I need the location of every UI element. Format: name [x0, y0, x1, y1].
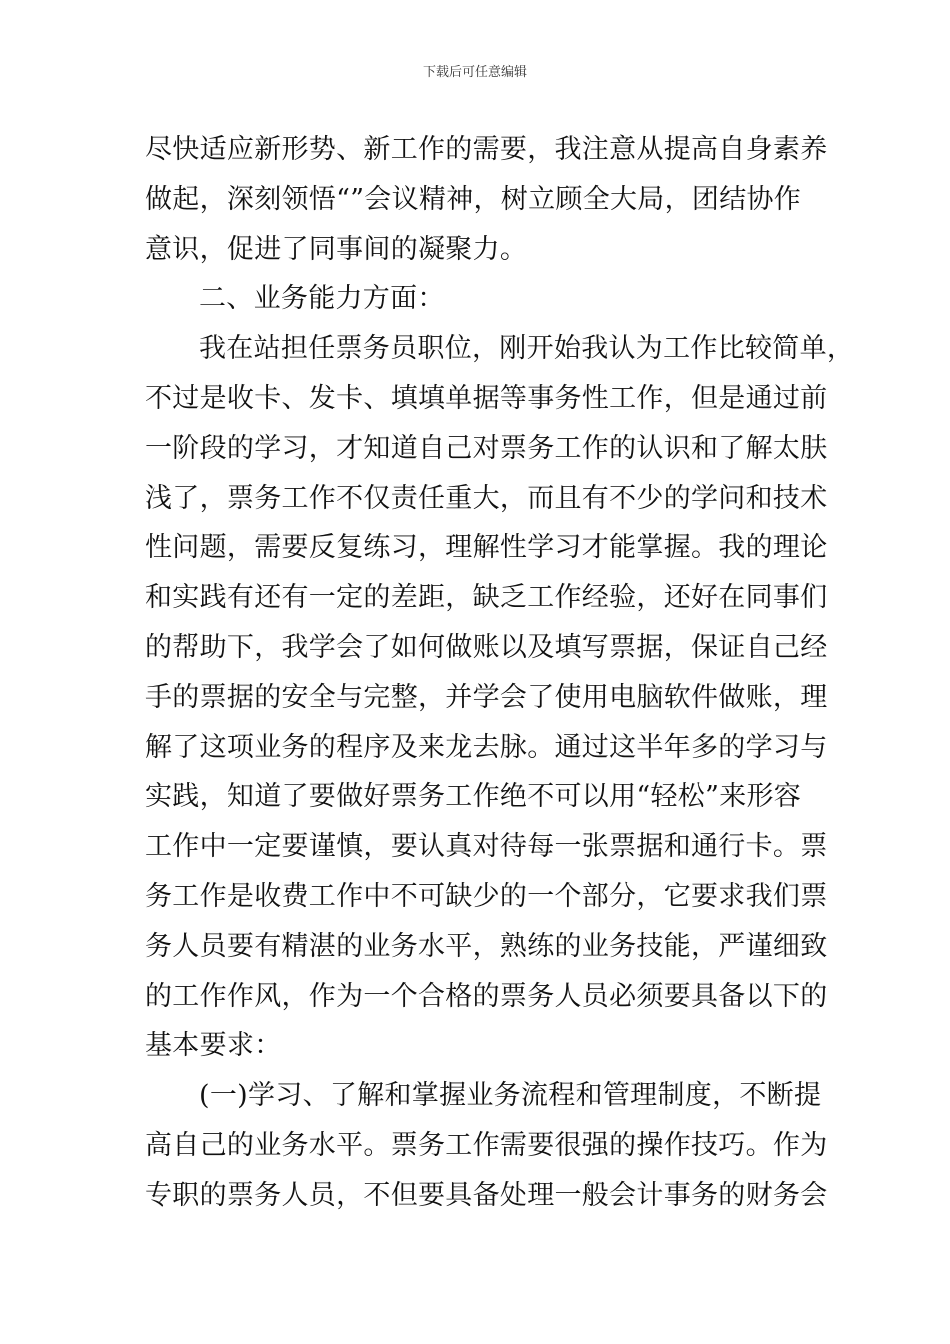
text-line: 浅了，票务工作不仅责任重大，而且有不少的学问和技术: [145, 482, 828, 514]
text-line: 高自己的业务水平。票务工作需要很强的操作技巧。作为: [145, 1129, 828, 1161]
text-line: 务人员要有精湛的业务水平，熟练的业务技能，严谨细致: [145, 930, 828, 962]
text-line: 工作中一定要谨慎，要认真对待每一张票据和通行卡。票: [145, 831, 828, 863]
text-line: 性问题，需要反复练习，理解性学习才能掌握。我的理论: [145, 532, 828, 564]
text-line: 专职的票务人员，不但要具备处理一般会计事务的财务会: [145, 1179, 828, 1211]
document-body: [145, 125, 855, 1221]
text-line: 的工作作风，作为一个合格的票务人员必须要具备以下的: [145, 980, 828, 1012]
text-line: 一阶段的学习，才知道自己对票务工作的认识和了解太肤: [145, 432, 828, 464]
text-line: 基本要求：: [145, 1030, 282, 1062]
text-line: 的帮助下，我学会了如何做账以及填写票据，保证自己经: [145, 631, 828, 663]
text-line: 我在站担任票务员职位，刚开始我认为工作比较简单，: [199, 333, 855, 365]
text-line: 务工作是收费工作中不可缺少的一个部分，它要求我们票: [145, 880, 828, 912]
text-line: (一)学习、了解和掌握业务流程和管理制度，不断提: [199, 1080, 822, 1112]
text-line: 不过是收卡、发卡、填填单据等事务性工作，但是通过前: [145, 382, 828, 414]
text-line: 手的票据的安全与完整，并学会了使用电脑软件做账，理: [145, 681, 828, 713]
text-line: 做起，深刻领悟“”会议精神，树立顾全大局，团结协作: [145, 183, 802, 215]
text-line: 尽快适应新形势、新工作的需要，我注意从提高自身素养: [145, 134, 828, 165]
page-header: 下载后可任意编辑: [422, 65, 527, 80]
text-line: 解了这项业务的程序及来龙去脉。通过这半年多的学习与: [145, 731, 828, 763]
text-line: 和实践有还有一定的差距，缺乏工作经验，还好在同事们: [145, 582, 828, 614]
text-line: 二、业务能力方面：: [199, 283, 445, 315]
text-line: 意识，促进了同事间的凝聚力。: [145, 233, 528, 265]
text-line: 实践，知道了要做好票务工作绝不可以用“轻松”来形容: [145, 781, 802, 813]
